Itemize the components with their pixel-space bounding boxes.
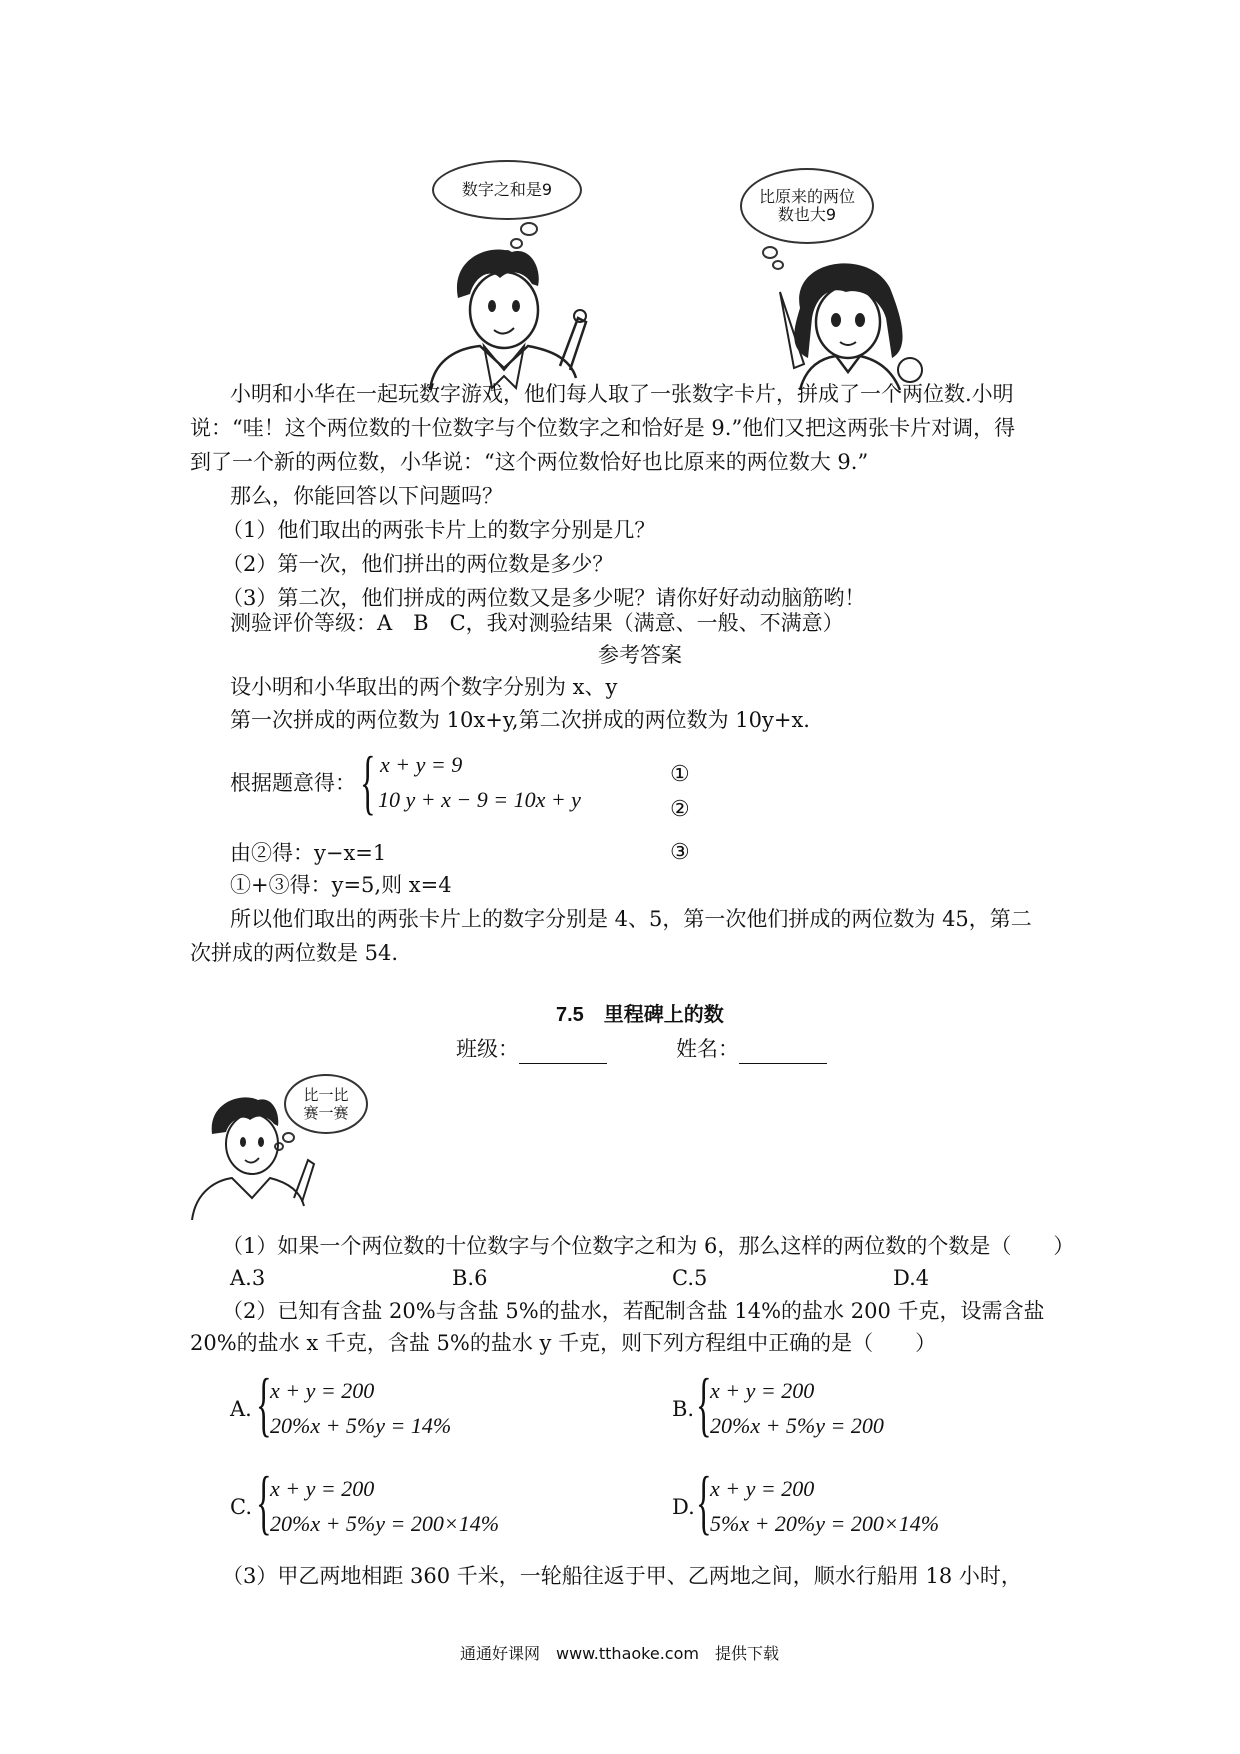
exercise-2-option-d-label: D. [672, 1495, 695, 1519]
mark-2: ② [670, 797, 690, 822]
bubble-right-line1: 比原来的两位 [758, 187, 855, 206]
intro-line-1: 小明和小华在一起玩数字游戏，他们每人取了一张数字卡片，拼成了一个两位数.小明 [230, 382, 1014, 406]
bubble-small-line1: 比一比 [303, 1086, 349, 1104]
bubble-left-text: 数字之和是9 [461, 180, 553, 199]
exercise-2-option-a-eq1: x + y = 200 [270, 1378, 375, 1403]
step-2: ①+③得：y=5,则 x=4 [230, 873, 452, 897]
boy-figure [420, 238, 600, 390]
answer-line-2: 第一次拼成的两位数为 10x+y,第二次拼成的两位数为 10y+x. [230, 708, 810, 732]
exercise-3-line-1: （3）甲乙两地相距 360 千米，一轮船往返于甲、乙两地之间，顺水行船用 18 小时， [222, 1564, 1022, 1588]
exercise-2-option-a-eq2: 20%x + 5%y = 14% [270, 1413, 452, 1438]
exercise-2-option-c-eq1: x + y = 200 [270, 1476, 375, 1501]
step-1: 由②得：y−x=1 [230, 841, 387, 865]
exercise-2-line-2: 20%的盐水 x 千克，含盐 5%的盐水 y 千克，则下列方程组中正确的是（ ） [190, 1331, 937, 1355]
section-title: 7.5 里程碑上的数 [556, 1004, 724, 1026]
boy-figure-small [190, 1090, 320, 1220]
exercise-2-option-b-eq1: x + y = 200 [710, 1378, 815, 1403]
class-blank [519, 1045, 607, 1064]
bubble-right-line2: 数也大9 [777, 205, 837, 224]
illustration-top [0, 0, 1240, 390]
evaluation-line: 测验评价等级：A B C，我对测验结果（满意、一般、不满意） [230, 611, 844, 635]
page-footer: 通通好课网 www.tthaoke.com 提供下载 [460, 1644, 779, 1663]
conclusion-line-2: 次拼成的两位数是 54. [190, 941, 399, 965]
answer-line-1: 设小明和小华取出的两个数字分别为 x、y [230, 675, 618, 699]
intro-line-2: 说：“哇！这个两位数的十位数字与个位数字之和恰好是 9.”他们又把这两张卡片对调，得 [190, 416, 1016, 440]
exercise-2-option-c-label: C. [230, 1495, 252, 1519]
answer-heading: 参考答案 [598, 643, 682, 667]
intro-prompt: 那么，你能回答以下问题吗？ [230, 484, 503, 508]
exercise-1-option-c: C.5 [672, 1266, 708, 1290]
system-label: 根据题意得： [230, 771, 356, 795]
illustration-boy-small [190, 1070, 370, 1220]
name-field [676, 1034, 827, 1064]
question-2: （2）第一次，他们拼出的两位数是多少？ [222, 552, 614, 576]
question-1: （1）他们取出的两张卡片上的数字分别是几？ [222, 518, 656, 542]
name-blank [739, 1045, 827, 1064]
exercise-2-line-1: （2）已知有含盐 20%与含盐 5%的盐水，若配制含盐 14%的盐水 200 千克，设需含盐 [222, 1299, 1045, 1323]
speech-bubble-left [432, 160, 582, 220]
class-label: 班级： [456, 1037, 519, 1061]
name-label: 姓名： [676, 1037, 739, 1061]
exercise-1-question: （1）如果一个两位数的十位数字与个位数字之和为 6，那么这样的两位数的个数是（ ） [222, 1234, 1075, 1258]
exercise-2-option-b-eq2: 20%x + 5%y = 200 [710, 1413, 884, 1438]
question-3: （3）第二次，他们拼成的两位数又是多少呢？请你好好动动脑筋哟！ [222, 586, 866, 610]
conclusion-line-1: 所以他们取出的两张卡片上的数字分别是 4、5，第一次他们拼成的两位数为 45，第二 [230, 907, 1032, 931]
speech-bubble-right [740, 168, 874, 244]
equation-1: x + y = 9 [380, 752, 463, 777]
mark-1: ① [670, 762, 690, 787]
exercise-1-option-d: D.4 [893, 1266, 930, 1290]
exercise-2-option-c-eq2: 20%x + 5%y = 200×14% [270, 1511, 500, 1536]
exercise-2-option-d-eq2: 5%x + 20%y = 200×14% [710, 1511, 940, 1536]
exercise-1-option-a: A.3 [230, 1266, 266, 1290]
exercise-2-option-d-eq1: x + y = 200 [710, 1476, 815, 1501]
class-field [456, 1034, 607, 1064]
equation-2: 10 y + x − 9 = 10x + y [378, 787, 581, 812]
exercise-2-option-a-label: A. [230, 1397, 252, 1421]
exercise-2-option-b-label: B. [672, 1397, 695, 1421]
exercise-1-option-b: B.6 [452, 1266, 488, 1290]
intro-line-3: 到了一个新的两位数，小华说：“这个两位数恰好也比原来的两位数大 9.” [190, 450, 869, 474]
girl-figure [760, 248, 940, 390]
mark-3: ③ [670, 840, 690, 865]
bubble-small-line2: 赛一赛 [303, 1104, 349, 1122]
